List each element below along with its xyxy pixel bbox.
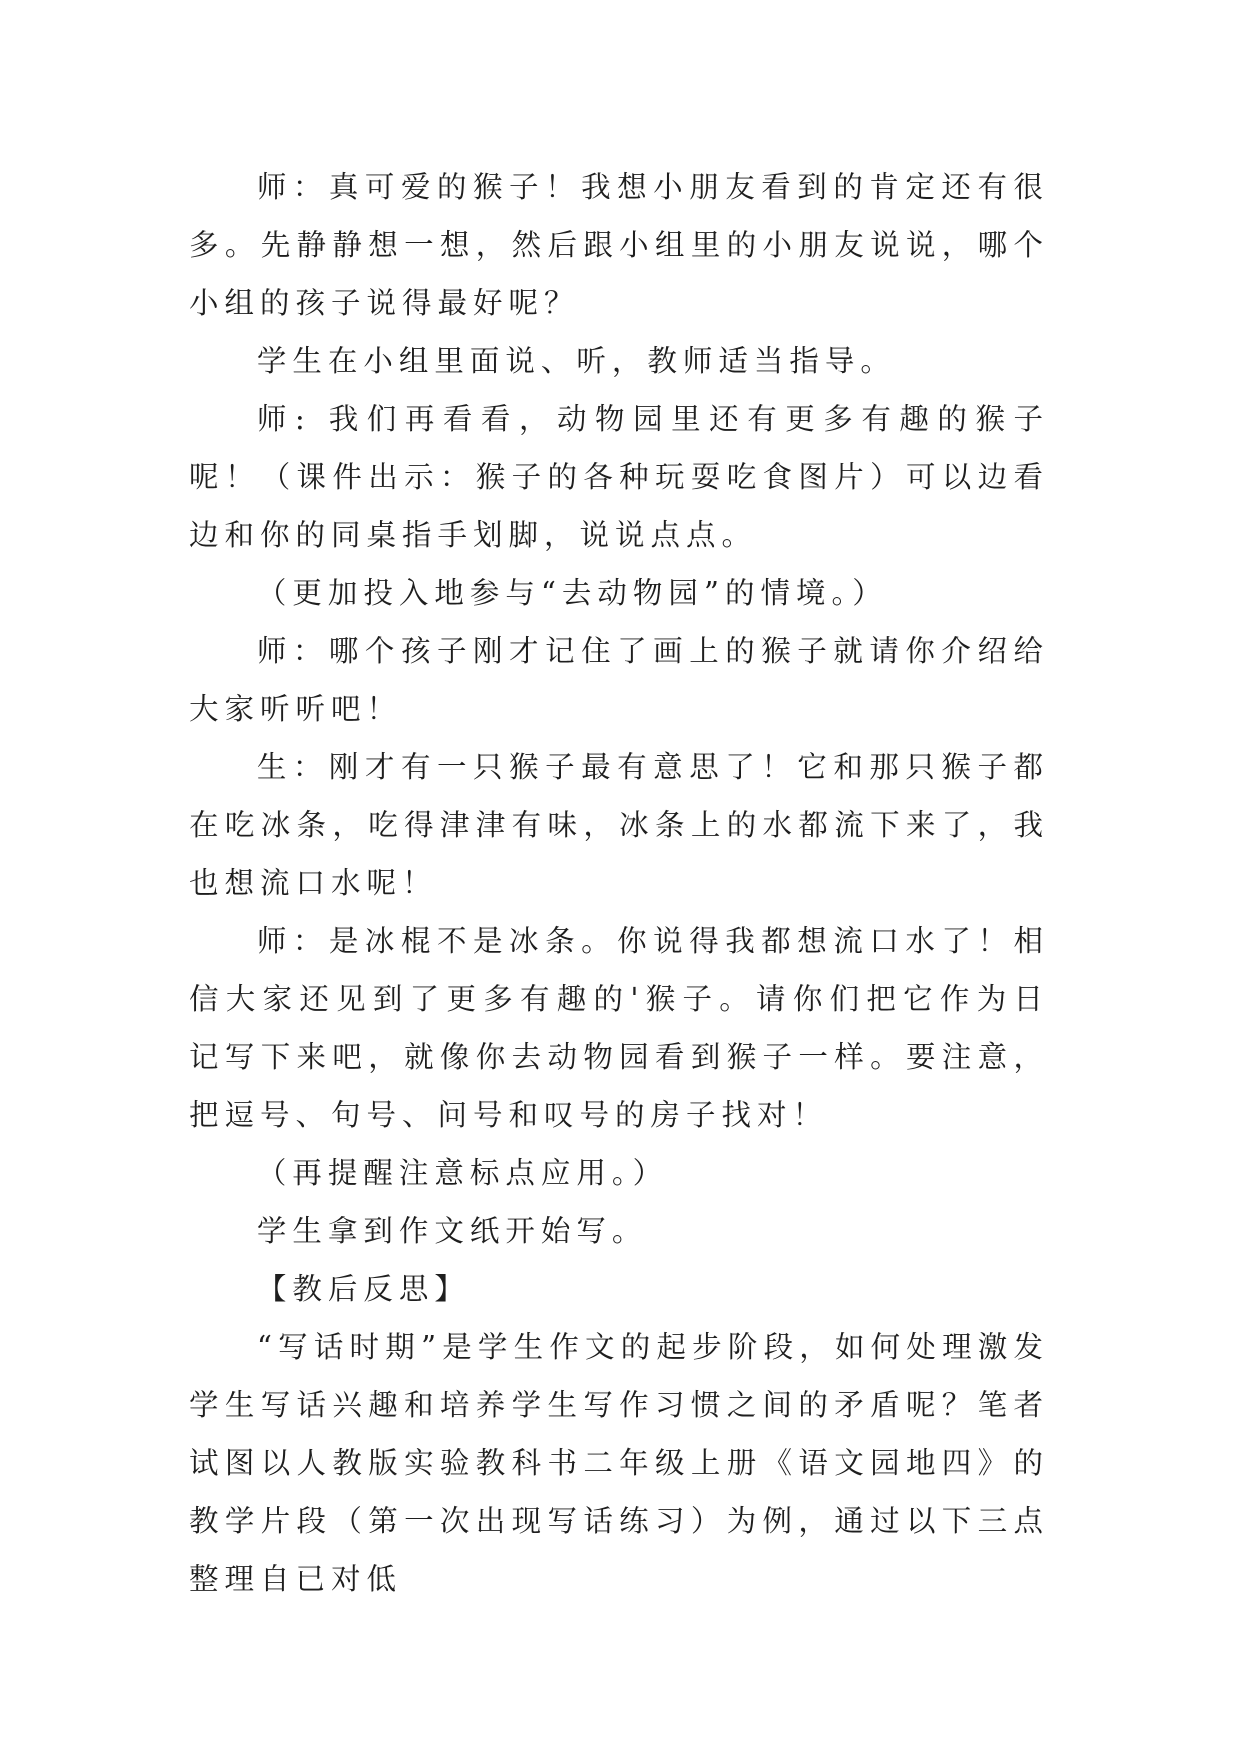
paragraph-student-writing: 学生拿到作文纸开始写。 [256,1214,648,1248]
paragraph-note-engagement: （更加投入地参与“去动物园”的情境。） [256,576,888,610]
section-heading-reflection: 【教后反思】 [256,1272,470,1306]
paragraph-note-punctuation: （再提醒注意标点应用。） [256,1156,669,1190]
paragraph-student-answer: 生：刚才有一只猴子最有意思了！它和那只猴子都在吃冰条，吃得津津有味，冰条上的水都流下来了，我也想流口水呢！ [189,750,1049,900]
paragraph-teacher-intro: 师：真可爱的猴子！我想小朋友看到的肯定还有很多。先静静想一想，然后跟小组里的小朋友说说，哪个小组的孩子说得最好呢？ [189,170,1049,320]
paragraph-teacher-zoo: 师: 我们再看看，动物园里还有更多有趣的猴子呢！（课件出示：猴子的各种玩耍吃食图片）可以边看边和你的同桌指手划脚，说说点点。 [189,402,1049,552]
document-body [189,158,1049,1608]
paragraph-teacher-question: 师：哪个孩子刚才记住了画上的猴子就请你介绍给大家听听吧！ [189,634,1049,726]
paragraph-teacher-assignment: 师：是冰棍不是冰条。你说得我都想流口水了！相信大家还见到了更多有趣的'猴子。请你们把它作为日记写下来吧，就像你去动物园看到猴子一样。要注意，把逗号、句号、问号和叹号的房子找对！ [189,924,1049,1132]
paragraph-reflection: “写话时期”是学生作文的起步阶段，如何处理激发学生写话兴趣和培养学生写作习惯之间的矛盾呢？笔者试图以人教版实验教科书二年级上册《语文园地四》的教学片段（第一次出现写话练习）为例，通过以下三点整理自已对低 [189,1330,1049,1596]
paragraph-student-discussion: 学生在小组里面说、听，教师适当指导。 [256,344,896,378]
